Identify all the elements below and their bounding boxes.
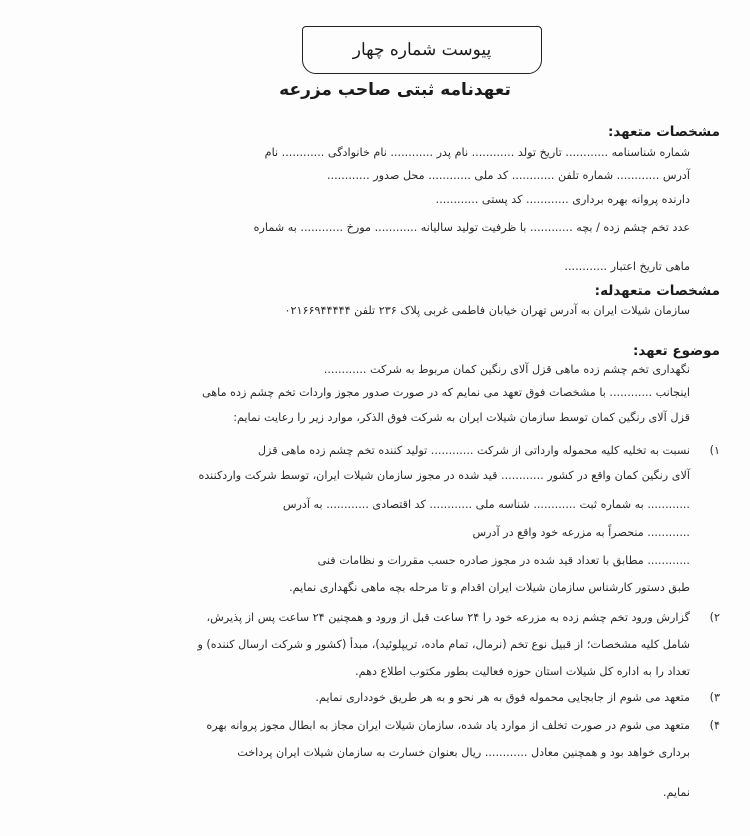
item-3-number: ۳): [709, 691, 720, 704]
item-1-line: ............ به شماره ثبت ............ شناسه ملی ............ کد اقتصادی ............ به آدرس: [282, 498, 690, 511]
subject-line: اینجانب ............ با مشخصات فوق تعهد می نمایم که در صورت صدور مجوز واردات تخم چشم زده ماهی: [201, 386, 690, 399]
item-3-line: متعهد می شوم از جابجایی محموله فوق به هر نحو و به هر طریق خودداری نمایم.: [315, 691, 690, 704]
committed-heading: مشخصات متعهد:: [607, 124, 720, 140]
item-1-number: ۱): [709, 444, 720, 457]
item-1-line: نسبت به تخلیه کلیه محموله وارداتی از شرکت ............ تولید کننده تخم چشم زده ماهی قزل: [257, 444, 690, 457]
item-4-line: برداری خواهد بود و همچنین معادل ............ ریال بعنوان خسارت به سازمان شیلات ایران پرداخت: [237, 746, 690, 759]
obligee-line: [50, 303, 690, 319]
committed-line: آدرس ............ شماره تلفن ............ کد ملی ............ محل صدور ............: [327, 169, 690, 182]
item-2-line: شامل کلیه مشخصات؛ از قبیل نوع تخم (نرمال، تمام ماده، تریپلوئید)، مبدأ (کشور و شرکت ارسال کننده) و: [197, 638, 690, 651]
item-2-number: ۲): [709, 611, 720, 624]
item-1-line: ............ منحصراً به مزرعه خود واقع در آدرس: [472, 526, 690, 539]
committed-line: شماره شناسنامه ............ تاریخ تولد ............ نام پدر ............ نام خانوادگی ............ نام: [264, 146, 690, 159]
annex-label-box: [302, 26, 542, 74]
obligee-heading: مشخصات متعهدله:: [594, 283, 720, 299]
committed-line: ماهی تاریخ اعتبار ............: [564, 260, 690, 273]
subject-heading: موضوع تعهد:: [632, 343, 720, 359]
subject-line: قزل آلای رنگین کمان توسط سازمان شیلات ایران به شرکت فوق الذکر، موارد زیر را رعایت نمایم:: [233, 411, 690, 424]
document-title: تعهدنامه ثبتی صاحب مزرعه: [279, 80, 511, 100]
committed-line: دارنده پروانه بهره برداری ............ کد پستی ............: [435, 193, 690, 206]
subject-line: نگهداری تخم چشم زده ماهی قزل آلای رنگین کمان مربوط به شرکت ............: [323, 363, 690, 376]
committed-line: عدد تخم چشم زده / بچه ............ با ظرفیت تولید سالیانه ............ مورخ ............ به شماره: [253, 221, 690, 234]
obligee-phone: ۰۲۱۶۶۹۴۴۴۴۴: [284, 304, 351, 317]
item-4-line: نمایم.: [662, 786, 690, 799]
item-1-line: آلای رنگین کمان واقع در کشور ............ قید شده در مجوز سازمان شیلات ایران، توسط شرکت واردکننده: [198, 469, 690, 482]
obligee-address: سازمان شیلات ایران به آدرس تهران خیابان فاطمی غربی پلاک ۲۳۶ تلفن: [354, 304, 690, 317]
item-1-line: ............ مطابق با تعداد قید شده در مجوز صادره حسب مقررات و نظامات فنی: [317, 554, 690, 567]
item-4-number: ۴): [709, 719, 720, 732]
item-4-line: متعهد می شوم در صورت تخلف از موارد یاد شده، سازمان شیلات ایران مجاز به ابطال مجوز پروانه بهره: [206, 719, 690, 732]
item-2-line: تعداد را به اداره کل شیلات استان حوزه فعالیت بطور مکتوب اطلاع دهم.: [355, 665, 690, 678]
item-2-line: گزارش ورود تخم چشم زده به مزرعه خود را ۲۴ ساعت قبل از ورود و همچنین ۲۴ ساعت پس از پذیرش،: [206, 611, 690, 624]
item-1-line: طبق دستور کارشناس سازمان شیلات ایران اقدام و تا مرحله بچه ماهی نگهداری نمایم.: [289, 581, 690, 594]
annex-label: پیوست شماره چهار: [352, 40, 492, 60]
